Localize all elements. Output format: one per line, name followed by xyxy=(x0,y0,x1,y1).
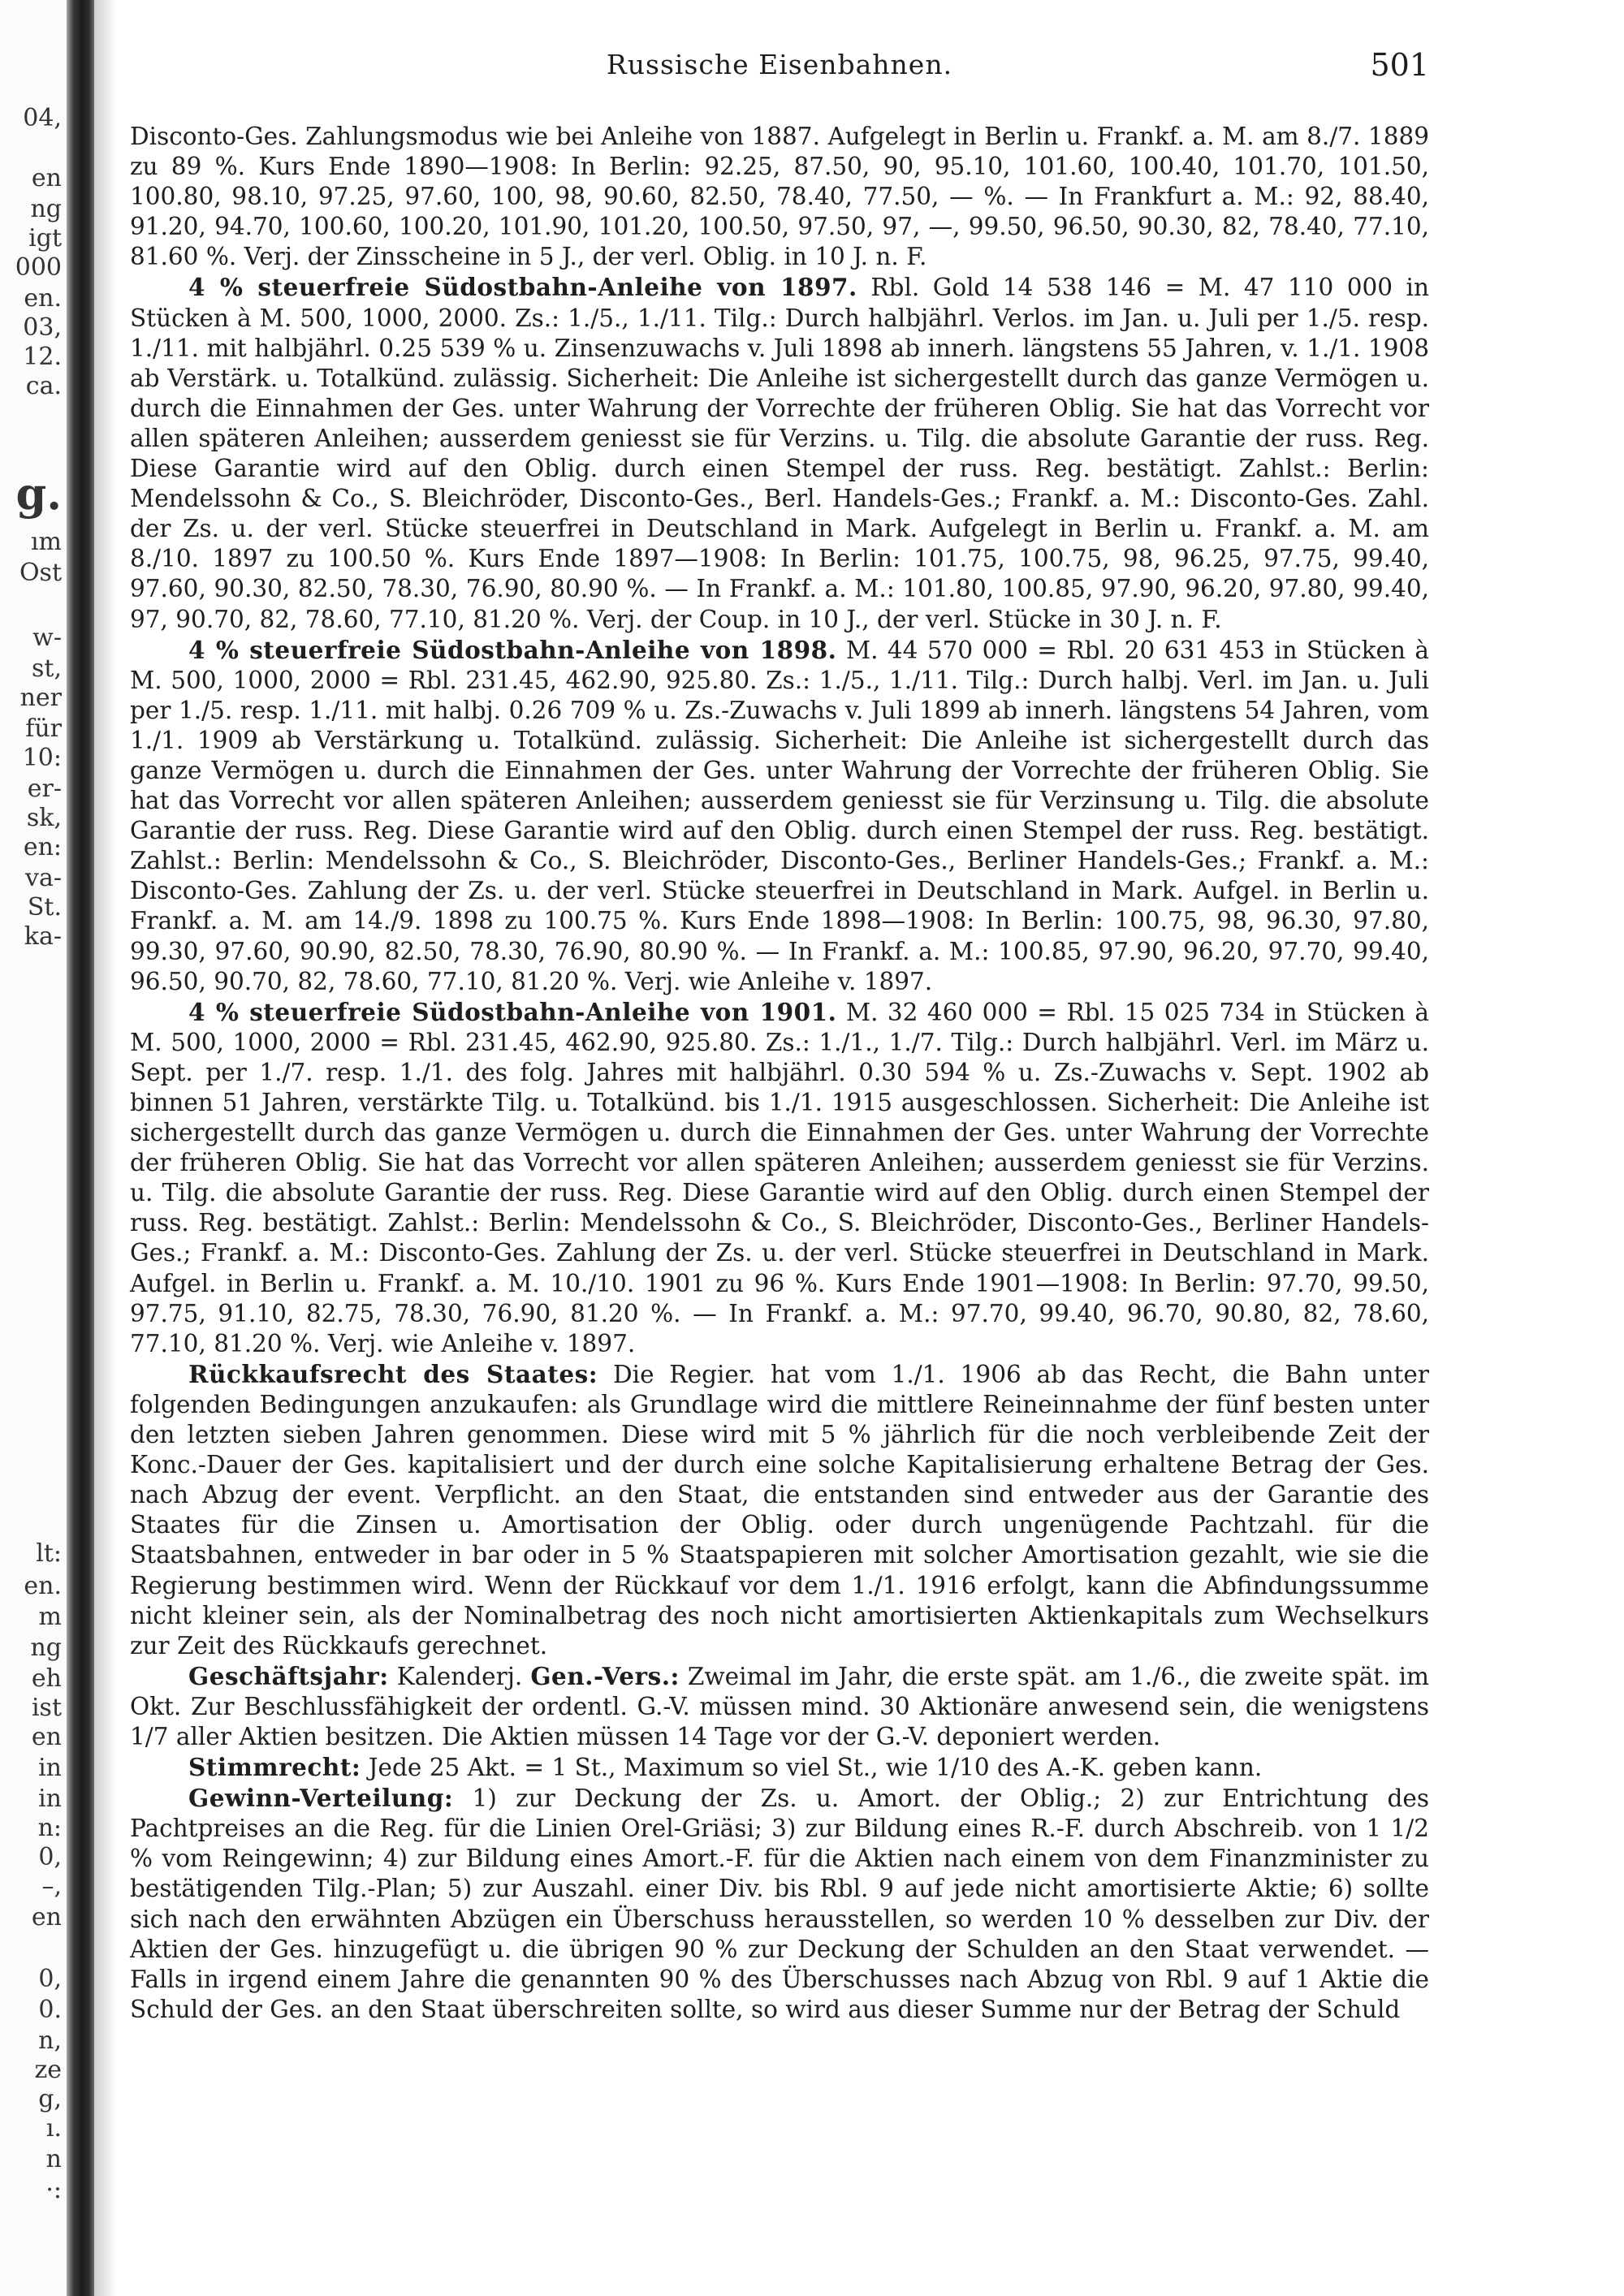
adjacent-page-fragment: 0. xyxy=(38,1996,62,2024)
adjacent-page-fragment: n: xyxy=(37,1814,62,1842)
adjacent-page-fragment: 0, xyxy=(38,1843,62,1871)
entry-rueckkaufsrecht xyxy=(130,1359,1429,1661)
book-gutter xyxy=(67,0,94,2296)
entry-heading-gen-vers: Gen.-Vers.: xyxy=(530,1661,680,1690)
adjacent-page-fragment: lt: xyxy=(36,1539,62,1568)
page-number: 501 xyxy=(1370,47,1429,83)
adjacent-page-fragment: st, xyxy=(32,654,62,683)
adjacent-page-fragment: ze xyxy=(34,2056,62,2084)
entry-text: Jede 25 Akt. = 1 St., Maximum so viel St., wie 1/10 des A.-K. geben kann. xyxy=(368,1754,1263,1782)
adjacent-page-fragment: 000 xyxy=(15,253,62,282)
paragraph-text: Disconto-Ges. Zahlungsmodus wie bei Anleihe von 1887. Aufgelegt in Berlin u. Frankf. a. M. am 8./7. 1889 zu 89 %. Kurs Ende 1890—1908: In Berlin: 92.25, 87.50, 90, 95.10, 101.60, 100.40, 101.70, 101.50, 100.80, 98.10, 97.25, 97.60, 100, 98, 90.60, 82.50, 78.40, 77.50, — %. — In Frankfurt a. M.: 92, 88.40, 91.20, 94.70, 100.60, 100.20, 101.90, 101.20, 100.50, 97.50, 97, —, 99.50, 96.50, 90.30, 82, 78.40, 77.10, 81.60 %. Verj. der Zinsscheine in 5 J., der verl. Oblig. in 10 J. n. F. xyxy=(130,123,1429,271)
adjacent-page-fragment: ist xyxy=(31,1694,62,1722)
adjacent-page-fragment: eh xyxy=(31,1664,62,1693)
page-body xyxy=(130,122,1429,2265)
adjacent-page-fragment: ım xyxy=(30,528,62,556)
entry-gewinn-verteilung xyxy=(130,1783,1429,2025)
adjacent-page-fragment: er- xyxy=(27,775,62,803)
entry-text-gen-vers: Zweimal im Jahr, die erste spät. am 1./6., die zweite spät. im Okt. Zur Beschlussfähigkeit der ordentl. G.-V. müssen mind. 30 Aktionäre anwesend sein, die wenigstens 1/7 aller Aktien besitzen. Die Aktien müssen 14 Tage vor der G.-V. deponiert werden. xyxy=(130,1662,1429,1750)
adjacent-page-fragment: 03, xyxy=(23,313,62,342)
entry-stimmrecht xyxy=(130,1752,1429,1783)
paragraph-disconto-continuation xyxy=(130,122,1429,272)
adjacent-page-fragment: en. xyxy=(24,284,62,313)
adjacent-page-strip xyxy=(0,0,67,2296)
entry-anleihe-1897 xyxy=(130,272,1429,634)
adjacent-page-fragment: g. xyxy=(15,468,62,520)
entry-heading: 4 % steuerfreie Südostbahn-Anleihe von 1901. xyxy=(188,997,837,1026)
adjacent-page-fragment: igt xyxy=(28,224,62,252)
adjacent-page-fragment: ·: xyxy=(45,2176,62,2204)
adjacent-page-fragment: en: xyxy=(23,833,62,861)
adjacent-page-fragment: n xyxy=(45,2145,62,2173)
entry-heading: 4 % steuerfreie Südostbahn-Anleihe von 1898. xyxy=(188,635,837,664)
adjacent-page-fragment: en xyxy=(31,1903,62,1931)
entry-text: Die Regier. hat vom 1./1. 1906 ab das Recht, die Bahn unter folgenden Bedingungen anzukaufen: als Grundlage wird die mittlere Reineinnahme der fünf besten unter den letzten sieben Jahren genommen. Diese wird mit 5 % jährlich für die noch verbleibende Zeit der Konc.-Dauer der Ges. kapitalisiert und der durch eine solche Kapitalisierung erhaltene Betrag der Ges. nach Abzug der event. Verpflicht. an den Staat, die entstanden sind entweder aus der Garantie des Staates für die Zinsen u. Amortisation der Oblig. oder durch ungenügende Pachtzahl. für die Staatsbahnen, entweder in bar oder in 5 % Staatspapieren mit solcher Amortisation gezahlt, wie sie die Regierung bestimmen wird. Wenn der Rückkauf vor dem 1./1. 1916 erfolgt, kann die Abfindungssumme nicht kleiner sein, als der Nominalbetrag des noch nicht amortisierten Aktienkapitals zum Wechselkurs zur Zeit des Rückkaufs gerechnet. xyxy=(130,1360,1429,1659)
adjacent-page-fragment: ng xyxy=(30,1634,62,1662)
entry-heading: Geschäftsjahr: xyxy=(188,1661,389,1690)
adjacent-page-fragment: ng xyxy=(30,195,62,223)
entry-heading: Rückkaufsrecht des Staates: xyxy=(188,1359,598,1388)
entry-anleihe-1898 xyxy=(130,635,1429,997)
entry-anleihe-1901 xyxy=(130,997,1429,1359)
page-header xyxy=(130,49,1429,88)
adjacent-page-fragment: 04, xyxy=(23,104,62,132)
entry-text: Rbl. Gold 14 538 146 = M. 47 110 000 in Stücken à M. 500, 1000, 2000. Zs.: 1./5., 1./11. Tilg.: Durch halbjährl. Verlos. im Jan. u. Juli per 1./5. resp. 1./11. mit halbjährl. 0.25 539 % u. Zinsenzuwachs v. Juli 1898 ab innerh. längstens 55 Jahren, v. 1./1. 1908 ab Verstärk. u. Totalkünd. zulässig. Sicherheit: Die Anleihe ist sichergestellt durch das ganze Vermögen u. durch die Einnahmen der Ges. unter Wahrung der Vorrechte der früheren Oblig. Sie hat das Vorrecht vor allen späteren Anleihen; ausserdem geniesst sie für Verzins. u. Tilg. die absolute Garantie der russ. Reg. Diese Garantie wird auf den Oblig. durch einen Stempel der russ. Reg. bestätigt. Zahlst.: Berlin: Mendelssohn & Co., S. Bleichröder, Disconto-Ges., Berl. Handels-Ges.; Frankf. a. M.: Disconto-Ges. Zahl. der Zs. u. der verl. Stücke steuerfrei in Deutschland in Mark. Aufgelegt in Berlin u. Frankf. a. M. am 8./10. 1897 zu 100.50 %. Kurs Ende 1897—1908: In Berlin: 101.75, 100.75, 98, 96.25, 97.75, 99.40, 97.60, 90.30, 82.50, 78.30, 76.90, 80.90 %. — In Frankf. a. M.: 101.80, 100.85, 97.90, 96.20, 97.80, 99.40, 97, 90.70, 82, 78.60, 77.10, 81.20 %. Verj. der Coup. in 10 J., der verl. Stücke in 30 J. n. F. xyxy=(130,274,1429,633)
entry-geschaeftsjahr xyxy=(130,1661,1429,1752)
adjacent-page-fragment: ı. xyxy=(45,2114,62,2143)
adjacent-page-fragment: Ost xyxy=(19,559,62,587)
adjacent-page-fragment: g, xyxy=(38,2085,62,2113)
entry-text: M. 44 570 000 = Rbl. 20 631 453 in Stücken à M. 500, 1000, 2000 = Rbl. 231.45, 462.90, 925.80. Zs.: 1./5., 1./11. Tilg.: Durch halbj. Verl. im Jan. u. Juli per 1./5. resp. 1./11. mit halbj. 0.26 709 % u. Zs.-Zuwachs v. Juli 1899 ab innerh. längstens 54 Jahren, vom 1./1. 1909 ab Verstärkung u. Totalkünd. zulässig. Sicherheit: Die Anleihe ist sichergestellt durch das ganze Vermögen u. durch die Einnahmen der Ges. unter Wahrung der Vorrechte der früheren Oblig. Sie hat das Vorrecht vor allen späteren Anleihen; ausserdem geniesst sie für Verzinsung u. Tilg. die absolute Garantie der russ. Reg. Diese Garantie wird auf den Oblig. durch einen Stempel der russ. Reg. bestätigt. Zahlst.: Berlin: Mendelssohn & Co., S. Bleichröder, Disconto-Ges., Berliner Handels-Ges.; Frankf. a. M.: Disconto-Ges. Zahlung der Zs. u. der verl. Stücke steuerfrei in Deutschland in Mark. Aufgel. in Berlin u. Frankf. a. M. am 14./9. 1898 zu 100.75 %. Kurs Ende 1898—1908: In Berlin: 100.75, 98, 96.30, 97.80, 99.30, 97.60, 90.90, 82.50, 78.30, 76.90, 80.90 %. — In Frankf. a. M.: 100.85, 97.90, 96.20, 97.70, 99.40, 96.50, 90.70, 82, 78.60, 77.10, 81.20 %. Verj. wie Anleihe v. 1897. xyxy=(130,636,1429,995)
adjacent-page-fragment: en. xyxy=(24,1572,62,1600)
entry-heading: Stimmrecht: xyxy=(188,1753,361,1782)
entry-text: 1) zur Deckung der Zs. u. Amort. der Oblig.; 2) zur Entrichtung des Pachtpreises an die Reg. für die Linien Orel-Griäsi; 3) zur Bildung eines R.-F. durch Abschreib. von 1 1/2 % vom Reingewinn; 4) zur Bildung eines Amort.-F. für die Aktien nach einem von dem Finanzminister zu bestätigenden Tilg.-Plan; 5) zur Auszahl. einer Div. bis Rbl. 9 auf jede nicht amortisierte Aktie; 6) sollte sich nach den erwähnten Abzügen ein Überschuss herausstellen, so werden 10 % desselben zur Div. der Aktien der Ges. hinzugefügt u. die übrigen 90 % zur Deckung der Schulden an den Staat verwendet. — Falls in irgend einem Jahre die genannten 90 % des Überschusses nach Abzug von Rbl. 9 auf 1 Aktie die Schuld der Ges. an den Staat überschreiten sollte, so wird aus dieser Summe nur der Betrag der Schuld xyxy=(130,1785,1429,2023)
adjacent-page-fragment: n, xyxy=(38,2026,62,2055)
adjacent-page-fragment: 0, xyxy=(38,1965,62,1993)
adjacent-page-fragment: St. xyxy=(27,893,62,921)
entry-heading: Gewinn-Verteilung: xyxy=(188,1784,454,1813)
running-title: Russische Eisenbahnen. xyxy=(606,49,953,80)
adjacent-page-fragment: in xyxy=(38,1754,62,1782)
adjacent-page-fragment: ner xyxy=(19,684,62,712)
adjacent-page-fragment: ka- xyxy=(24,922,62,951)
entry-text: M. 32 460 000 = Rbl. 15 025 734 in Stücken à M. 500, 1000, 2000 = Rbl. 231.45, 462.90, 925.80. Zs.: 1./1., 1./7. Tilg.: Durch halbjährl. Verl. im März u. Sept. per 1./7. resp. 1./1. des folg. Jahres mit halbjährl. 0.30 594 % u. Zs.-Zuwachs v. Sept. 1902 ab binnen 51 Jahren, verstärkte Tilg. u. Totalkünd. bis 1./1. 1915 ausgeschlossen. Sicherheit: Die Anleihe ist sichergestellt durch das ganze Vermögen u. durch die Einnahmen der Ges. unter Wahrung der Vorrechte der früheren Oblig. Sie hat das Vorrecht vor allen späteren Anleihen; ausserdem geniesst sie für Verzins. u. Tilg. die absolute Garantie der russ. Reg. Diese Garantie wird auf den Oblig. durch einen Stempel der russ. Reg. bestätigt. Zahlst.: Berlin: Mendelssohn & Co., S. Bleichröder, Disconto-Ges., Berliner Handels-Ges.; Frankf. a. M.: Disconto-Ges. Zahlung der Zs. u. der verl. Stücke steuerfrei in Deutschland in Mark. Aufgel. in Berlin u. Frankf. a. M. 10./10. 1901 zu 96 %. Kurs Ende 1901—1908: In Berlin: 97.70, 99.50, 97.75, 91.10, 82.75, 78.30, 76.90, 81.20 %. — In Frankf. a. M.: 97.70, 99.40, 96.70, 90.80, 82, 78.60, 77.10, 81.20 %. Verj. wie Anleihe v. 1897. xyxy=(130,998,1429,1357)
adjacent-page-fragment: va- xyxy=(25,864,62,892)
adjacent-page-fragment: en xyxy=(31,164,62,192)
adjacent-page-fragment: sk, xyxy=(26,804,62,832)
adjacent-page-fragment: 12. xyxy=(23,343,62,371)
adjacent-page-fragment: m xyxy=(38,1603,62,1631)
adjacent-page-fragment: w- xyxy=(32,624,62,652)
entry-heading: 4 % steuerfreie Südostbahn-Anleihe von 1897. xyxy=(188,273,857,302)
page-edge-shadow xyxy=(94,0,117,2296)
adjacent-page-fragment: 10: xyxy=(22,744,62,772)
adjacent-page-fragment: für xyxy=(25,714,62,743)
entry-text: Kalenderj. xyxy=(396,1662,523,1690)
adjacent-page-fragment: ca. xyxy=(25,372,62,400)
adjacent-page-fragment: in xyxy=(38,1785,62,1813)
adjacent-page-fragment: en xyxy=(31,1723,62,1751)
adjacent-page-fragment: –, xyxy=(41,1872,62,1901)
